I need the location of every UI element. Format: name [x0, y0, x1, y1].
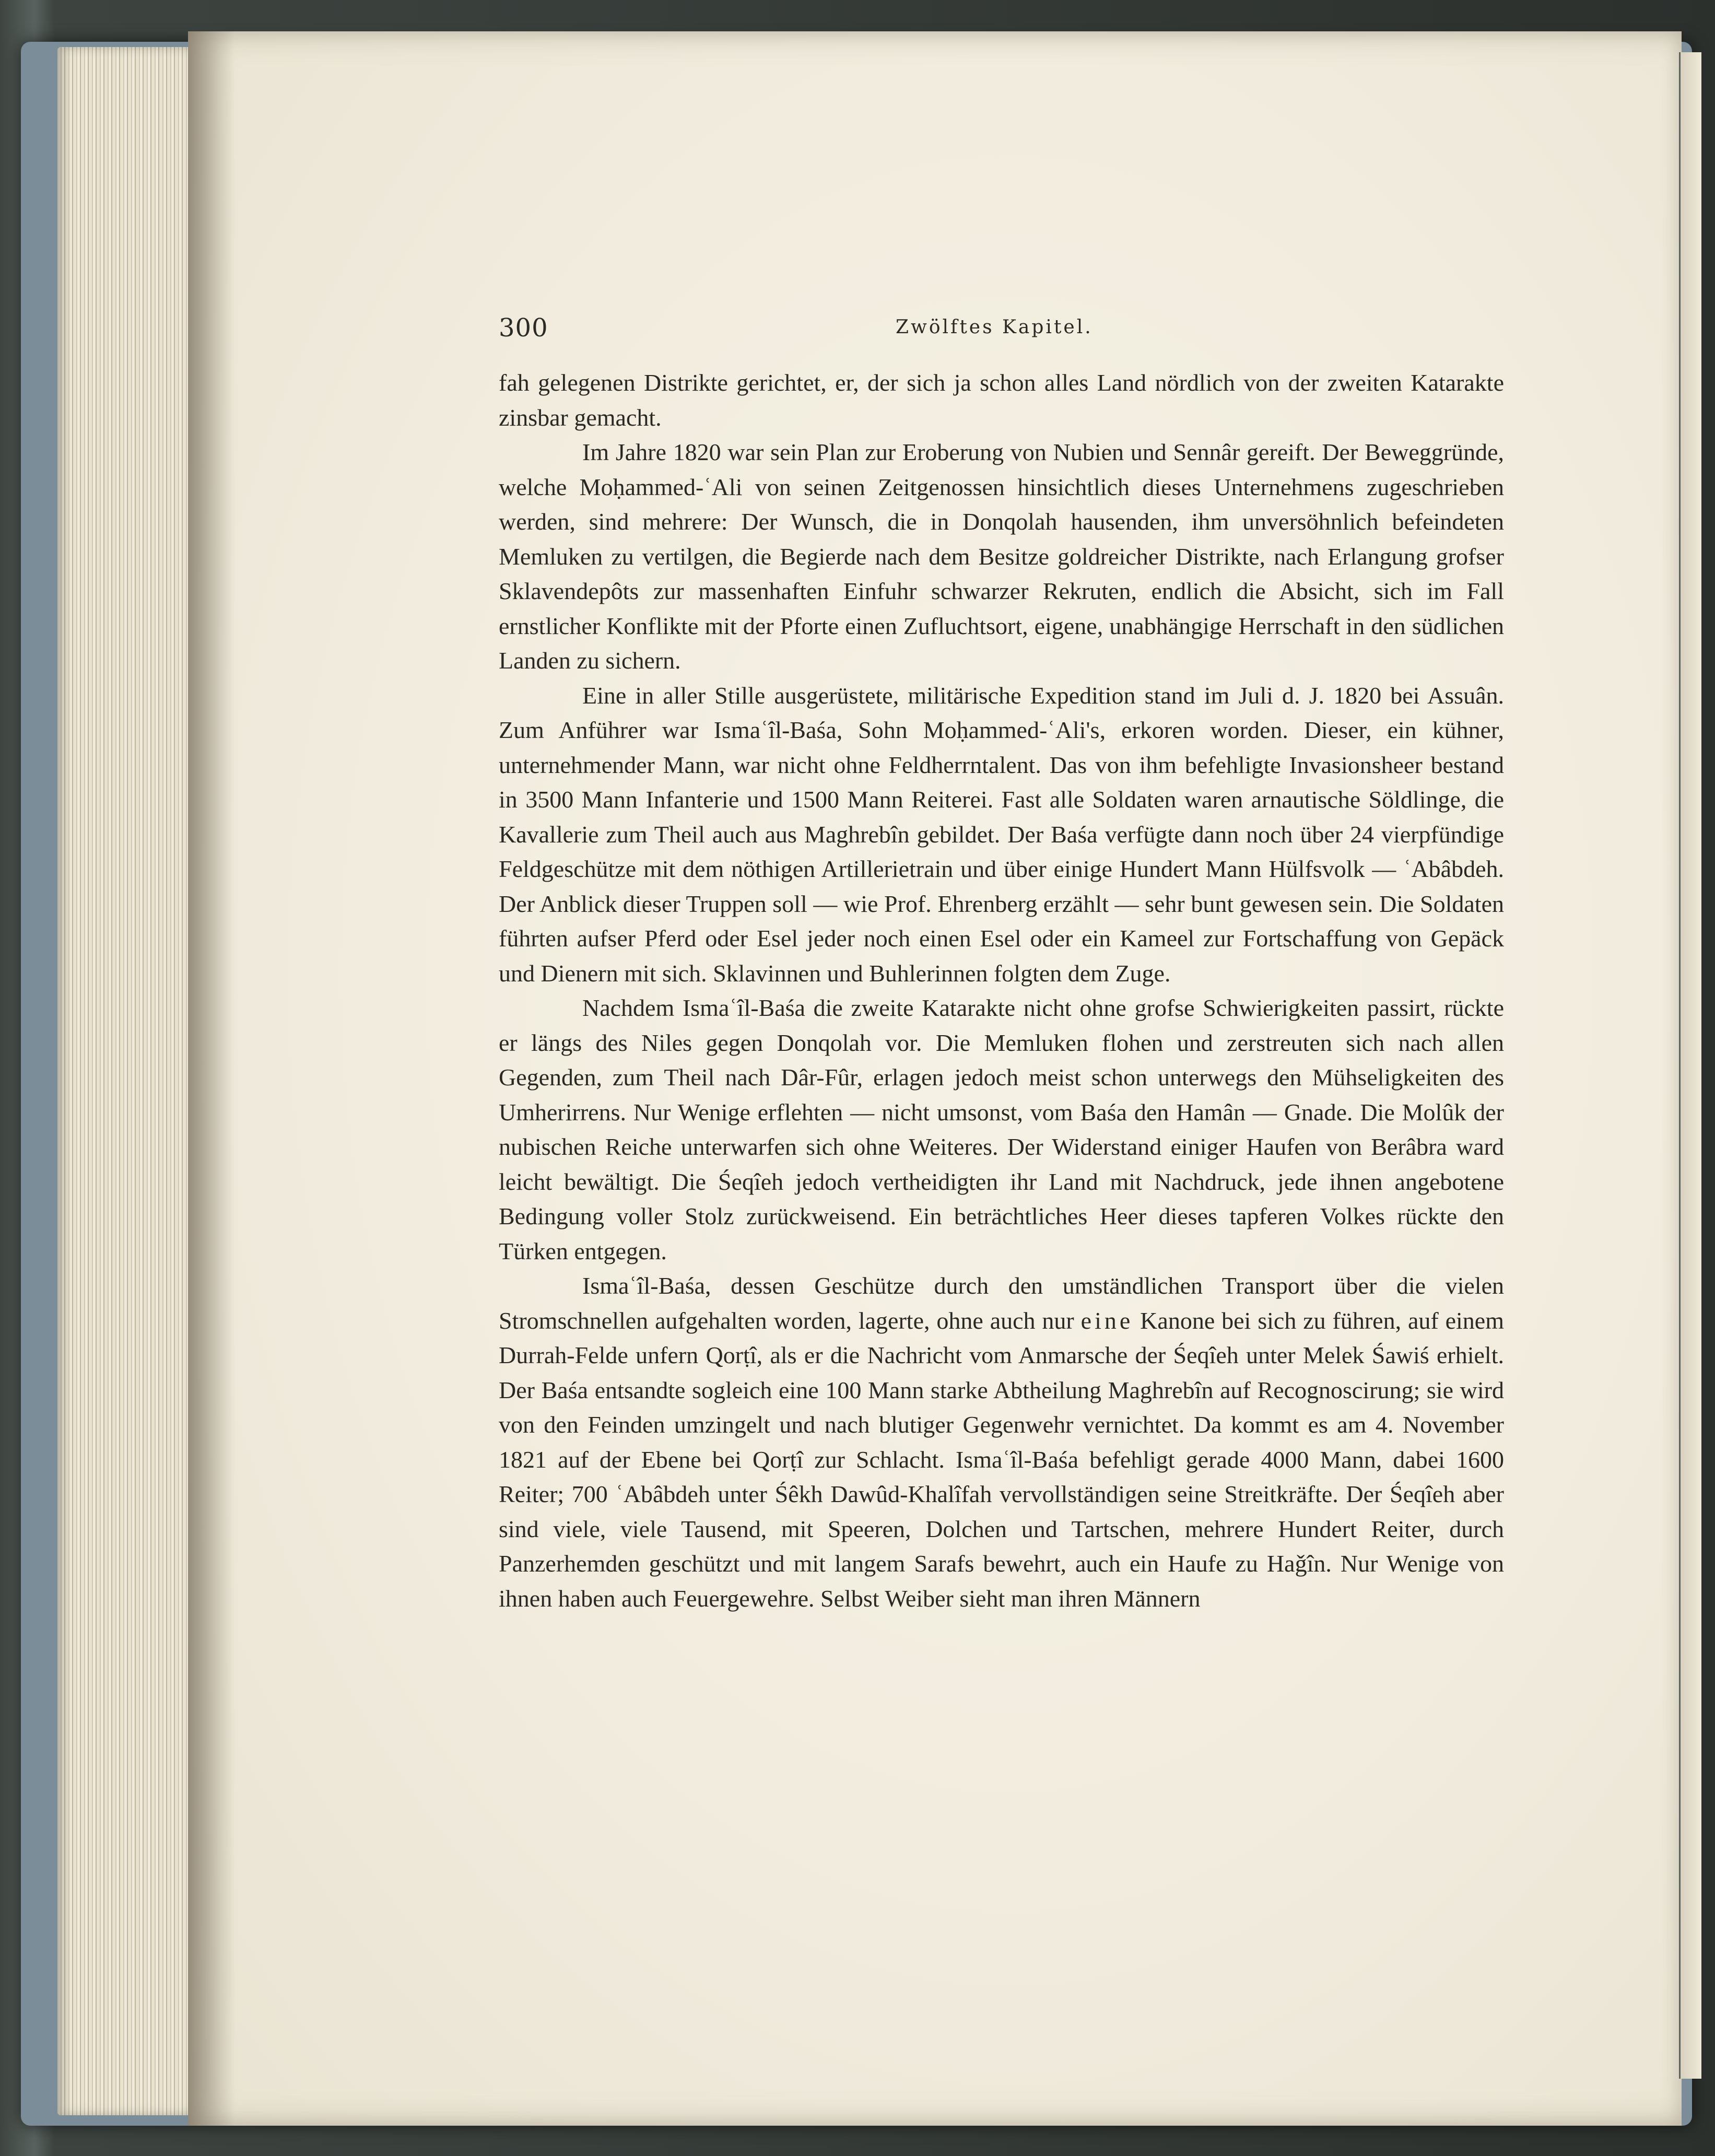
body-text: [499, 366, 1504, 1616]
text-run: Ismaʿîl-Baśa, dessen Geschütze durch den umständlichen Transport über die vielen Stromschnellen aufgehalten worden, lagerte, ohne auch nur: [499, 1272, 1504, 1334]
text-run: Kanone bei sich zu führen, auf einem Durrah-Felde unfern Qorṭî, als er die Nachricht vom Anmarsche der Śeqîeh unter Melek Śawiś erhielt. Der Baśa entsandte sogleich eine 100 Mann starke Abtheilung Maghrebîn auf Recognoscirung; sie wird von den Feinden umzingelt und nach blutiger Gegenwehr vernichtet. Da kommt es am 4. November 1821 auf der Ebene bei Qorṭî zur Schlacht. Ismaʿîl-Baśa befehligt gerade 4000 Mann, dabei 1600 Reiter; 700 ʿAbâbdeh unter Śêkh Dawûd-Khalîfah vervollständigen seine Streitkräfte. Der Śeqîeh aber sind viele, viele Tausend, mit Speeren, Dolchen und Tartschen, mehrere Hundert Reiter, durch Panzerhemden geschützt und mit langem Sarafs bewehrt, auch ein Haufe zu Haǧîn. Nur Wenige von ihnen haben auch Feuergewehre. Selbst Weiber sieht man ihren Männern: [499, 1307, 1504, 1612]
chapter-title: Zwölftes Kapitel.: [896, 317, 1093, 338]
page-number: 300: [499, 313, 548, 343]
next-page-edge: [1679, 52, 1701, 2079]
paragraph: Eine in aller Stille ausgerüstete, militärische Expedition stand im Juli d. J. 1820 bei Assuân. Zum Anführer war Ismaʿîl-Baśa, Sohn Moḥammed-ʿAli's, erkoren worden. Dieser, ein kühner, unternehmender Mann, war nicht ohne Feldherrntalent. Das von ihm befehligte Invasionsheer bestand in 3500 Mann Infanterie und 1500 Mann Reiterei. Fast alle Soldaten waren arnautische Söldlinge, die Kavallerie zum Theil auch aus Maghrebîn gebildet. Der Baśa verfügte dann noch über 24 vierpfündige Feldgeschütze mit dem nöthigen Artillerietrain und über einige Hundert Mann Hülfsvolk — ʿAbâbdeh. Der Anblick dieser Truppen soll — wie Prof. Ehrenberg erzählt — sehr bunt gewesen sein. Die Soldaten führten aufser Pferd oder Esel jeder noch einen Esel oder ein Kameel zur Fortschaffung von Gepäck und Dienern mit sich. Sklavinnen und Buhlerinnen folgten dem Zuge.: [499, 682, 1504, 987]
running-head: [499, 313, 1504, 345]
emphasized-word: eine: [1080, 1307, 1134, 1334]
paragraph: [499, 1269, 1504, 1616]
paragraph: Nachdem Ismaʿîl-Baśa die zweite Katarakte nicht ohne grofse Schwierigkeiten passirt, rückte er längs des Niles gegen Donqolah vor. Die Memluken flohen und zerstreuten sich nach allen Gegenden, zum Theil nach Dâr-Fûr, erlagen jedoch meist schon unterwegs den Mühseligkeiten des Umherirrens. Nur Wenige erflehten — nicht umsonst, vom Baśa den Hamân — Gnade. Die Molûk der nubischen Reiche unterwarfen sich ohne Weiteres. Der Widerstand einiger Haufen von Berâbra ward leicht bewältigt. Die Śeqîeh jedoch vertheidigten ihr Land mit Nachdruck, jede ihnen angebotene Bedingung voller Stolz zurückweisend. Ein beträchtliches Heer dieses tapferen Volkes rückte den Türken entgegen.: [499, 994, 1504, 1264]
binding-gutter-shadow: [188, 31, 235, 2126]
paragraph: Im Jahre 1820 war sein Plan zur Eroberung von Nubien und Sennâr gereift. Der Beweggründe, welche Moḥammed-ʿAli von seinen Zeitgenossen hinsichtlich dieses Unternehmens zugeschrieben werden, sind mehrere: Der Wunsch, die in Donqolah hausenden, ihm unversöhnlich befeindeten Memluken zu vertilgen, die Begierde nach dem Besitze goldreicher Distrikte, nach Erlangung grofser Sklavendepôts zur massenhaften Einfuhr schwarzer Rekruten, endlich die Absicht, sich im Fall ernstlicher Konflikte mit der Pforte einen Zufluchtsort, eigene, unabhängige Herrschaft in den südlichen Landen zu sichern.: [499, 439, 1504, 674]
paragraph-continuation: fah gelegenen Distrikte gerichtet, er, der sich ja schon alles Land nördlich von der zweiten Katarakte zinsbar gemacht.: [499, 369, 1504, 431]
